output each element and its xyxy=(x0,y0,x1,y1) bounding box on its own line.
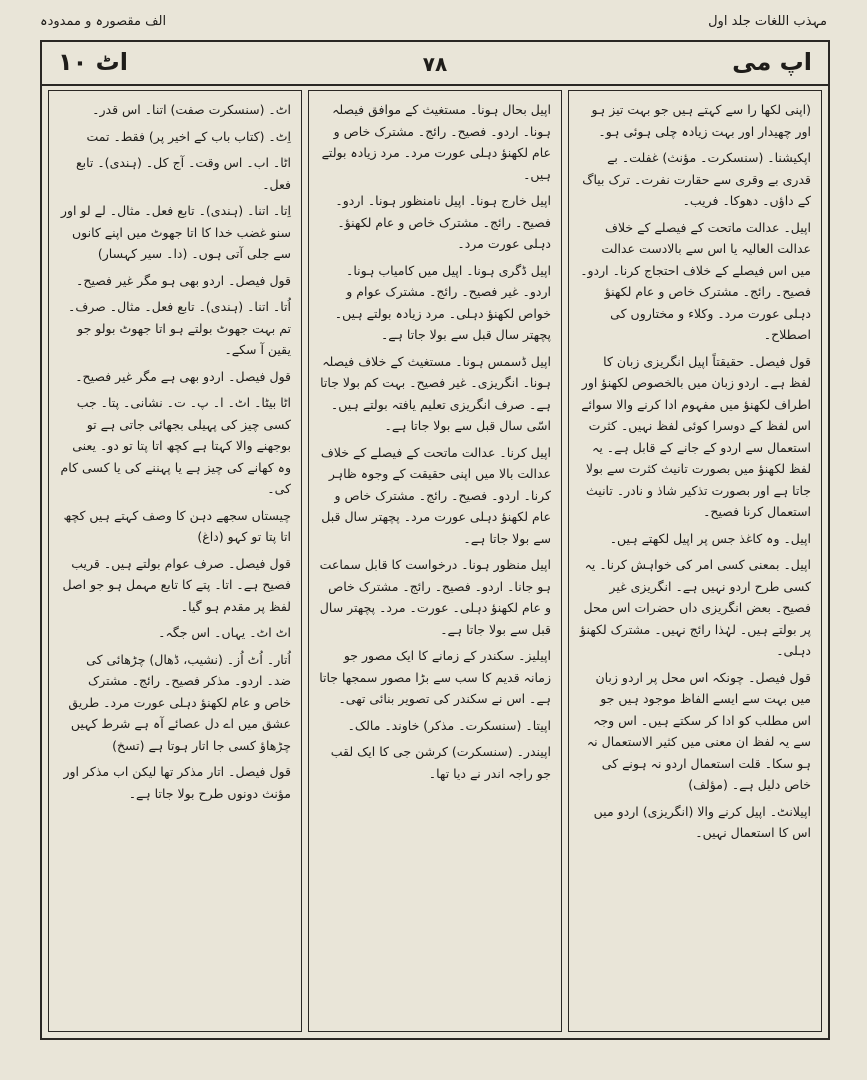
column-left xyxy=(48,90,302,1032)
entry-paragraph: قول فیصل۔ صرف عوام بولتے ہیں۔ قریب فصیح ہے۔ اتا۔ پتے کا تابع مہمل ہو جو اصل لفظ پر مقدم ہو گیا۔ xyxy=(62,555,291,614)
entry-paragraph: اپیل۔ وہ کاغذ جس پر اپیل لکھتے ہیں۔ xyxy=(609,530,811,546)
entry-paragraph: اپیتا۔ (سنسکرت۔ مذکر) خاوند۔ مالک۔ xyxy=(347,717,551,733)
top-right-caption xyxy=(40,14,827,34)
entry-paragraph: اٹا۔ اب۔ اس وقت۔ آج کل۔ (ہندی)۔ تابع فعل۔ xyxy=(75,155,291,192)
page-header xyxy=(42,42,828,86)
header-first-word: اپ می xyxy=(732,48,812,76)
entry-paragraph: چیستاں سجھے دہن کا وصف کہتے ہیں کچھ اتا پتا تو کہو (داغ) xyxy=(63,507,291,544)
entry-paragraph: اپیل۔ عدالت ماتحت کے فیصلے کے خلاف عدالت العالیہ یا اس سے بالادست عدالت میں اس فیصلے کے خلاف احتجاج کرنا۔ اردو۔ فصیح۔ رائج۔ مشترک خاص و عام لکھنؤ دہلی عورت مرد۔ وکلاء و مختاروں کی اصطلاح۔ xyxy=(580,219,811,342)
entry-paragraph: اُتار۔ اُٹ اُز۔ (نشیب، ڈھال) چڑھائی کی ضد۔ اردو۔ مذکر فصیح۔ رائج۔ مشترک خاص و عام لکھنؤ دہلی عورت مرد۔ طریق عشق میں اے دل عصائے آہ ہے شرط کہیں چڑھاؤ کسی جا اتار ہوتا ہے (تسخ) xyxy=(68,651,291,753)
entry-paragraph: اپیل خارج ہونا۔ اپیل نامنظور ہونا۔ اردو۔ فصیح۔ رائج۔ مشترک خاص و عام لکھنؤ۔ دہلی عورت مرد۔ xyxy=(335,193,551,251)
entry-paragraph: اپیل کرنا۔ عدالت ماتحت کے فیصلے کے خلاف عدالت بالا میں اپنی حقیقت کے وجوہ ظاہر کرنا۔ اردو۔ فصیح۔ رائج۔ مشترک خاص و عام لکھنؤ دہلی عورت مرد۔ پچھتر سال قبل سے بولا جاتا ہے۔ xyxy=(320,444,551,546)
entry-paragraph: اپیل ڈگری ہونا۔ اپیل میں کامیاب ہونا۔ اردو۔ غیر فصیح۔ رائج۔ مشترک عوام و خواص لکھنؤ دہلی۔ مرد زیادہ بولتے ہیں۔ پچھتر سال قبل سے بولا جاتا ہے۔ xyxy=(334,262,551,342)
book-title: مہذب اللغات جلد اول xyxy=(708,14,827,29)
entry-paragraph: قول فیصل۔ اردو بھی ہے مگر غیر فصیح۔ xyxy=(75,368,291,384)
entry-paragraph: اُتا۔ اتنا۔ (ہندی)۔ تابع فعل۔ مثال۔ صرف۔ تم بہت جھوٹ بولتے ہو اتا جھوٹ بولو جو یقین آ سکے۔ xyxy=(68,299,291,357)
entry-paragraph: قول فیصل۔ اتار مذکر تھا لیکن اب مذکر اور مؤنث دونوں طرح بولا جاتا ہے۔ xyxy=(63,764,291,801)
entry-paragraph: اپیل منظور ہونا۔ درخواست کا قابل سماعت ہو جانا۔ اردو۔ فصیح۔ رائج۔ مشترک خاص و عام لکھنؤ دہلی۔ عورت۔ مرد۔ پچھتر سال قبل سے بولا جاتا ہے۔ xyxy=(319,557,551,637)
entry-paragraph: اِتا۔ اتنا۔ (ہندی)۔ تابع فعل۔ مثال۔ لے لو اور سنو غضب خدا کا اتا جھوٹ میں اپنے کانوں سے جلی آتی ہوں۔ (دا۔ سیر کہسار) xyxy=(60,203,291,261)
entry-paragraph: قول فیصل۔ حقیقتاً اپیل انگریزی زبان کا لفظ ہے۔ اردو زبان میں بالخصوص لکھنؤ اور اطراف لکھنؤ میں مفہوم ادا کرنے والا سوائے اس لفظ کے دوسرا کوئی لفظ نہیں۔ کثرت استعمال سے اردو کے جانے کے قابل ہے۔ یہ لفظ لکھنؤ میں بصورت تانیث کثرت سے بولا جاتا ہے اور بصورت تذکیر شاذ و نادر۔ تانیث استعمال کرنا فصیح۔ xyxy=(581,353,811,519)
entry-paragraph: قول فیصل۔ چونکہ اس محل پر اردو زبان میں بہت سے ایسے الفاظ موجود ہیں جو اس مطلب کو ادا کر سکتے ہیں۔ اس وجہ سے یہ لفظ ان معنی میں کثیر الاستعمال نہ ہو سکا۔ قلت استعمال اردو نہ ہونے کی خاص دلیل ہے۔ (مؤلف) xyxy=(586,669,811,792)
entry-paragraph: اپیندر۔ (سنسکرت) کرشن جی کا ایک لقب جو راجہ اندر نے دیا تھا۔ xyxy=(330,744,551,781)
entry-paragraph: اپیلانٹ۔ اپیل کرنے والا (انگریزی) اردو میں اس کا استعمال نہیں۔ xyxy=(593,803,811,840)
header-last-word: اٹ ۱۰ xyxy=(58,48,128,76)
entry-paragraph: (اپنی لکھا را سے کہتے ہیں جو بہت تیز ہو اور چھیدار اور بہت زیادہ چلی ہوئی ہو۔ xyxy=(591,102,811,139)
entry-paragraph: اٹ اٹ۔ یہاں۔ اس جگہ۔ xyxy=(158,625,291,640)
section-title: الف مقصورہ و ممدودہ xyxy=(40,14,167,29)
entry-paragraph: اپیلیز۔ سکندر کے زمانے کا ایک مصور جو زمانہ قدیم کا سب سے بڑا مصور سمجھا جاتا ہے۔ اس نے سکندر کی تصویر بنائی تھی۔ xyxy=(319,648,551,706)
entry-paragraph: اٹا بیٹا۔ اٹ۔ ا۔ پ۔ ت۔ نشانی۔ پتا۔ جب کسی چیز کی پہیلی بجھائی جاتی ہے تو بوجھنے والا کہتا ہے کچھ اتا پتا تو دو۔ یعنی وہ کھانے کی چیز ہے یا پہننے کی یا کسی کام کی۔ xyxy=(60,395,291,496)
column-right xyxy=(568,90,822,1032)
page-number: ۷۸ xyxy=(422,52,448,76)
entry-paragraph: اپیل ڈسمس ہونا۔ مستغیث کے خلاف فیصلہ ہونا۔ انگریزی۔ غیر فصیح۔ بہت کم بولا جاتا ہے۔ صرف انگریزی تعلیم یافتہ بولتے ہیں۔ اسّی سال قبل سے بولا جاتا ہے۔ xyxy=(320,353,551,433)
entry-paragraph: قول فیصل۔ اردو بھی ہو مگر غیر فصیح۔ xyxy=(76,272,291,288)
entry-paragraph: اپکیشنا۔ (سنسکرت۔ مؤنث) غفلت۔ بے قدری بے وقری سے حقارت نفرت۔ ترک بیاگ کے داؤں۔ دھوکا۔ فریب۔ xyxy=(582,150,811,208)
column-middle xyxy=(308,90,562,1032)
entry-paragraph: اٹ۔ (سنسکرت صفت) اتنا۔ اس قدر۔ xyxy=(92,102,291,117)
entry-paragraph: اپیل بحال ہونا۔ مستغیث کے موافق فیصلہ ہونا۔ اردو۔ فصیح۔ رائج۔ مشترک خاص و عام لکھنؤ دہلی عورت مرد۔ مرد زیادہ بولتے ہیں۔ xyxy=(321,102,551,182)
page-frame xyxy=(40,40,830,1040)
entry-paragraph: اپیل۔ بمعنی کسی امر کی خواہش کرنا۔ یہ کسی طرح اردو نہیں ہے۔ انگریزی غیر فصیح۔ بعض انگریزی داں حضرات اس محل پر بولتے ہیں۔ لہٰذا رائج نہیں۔ مشترک لکھنؤ دہلی۔ xyxy=(579,557,811,658)
entry-paragraph: اِٹ۔ (کتاب باب کے اخیر پر) فقط۔ تمت xyxy=(86,128,291,144)
